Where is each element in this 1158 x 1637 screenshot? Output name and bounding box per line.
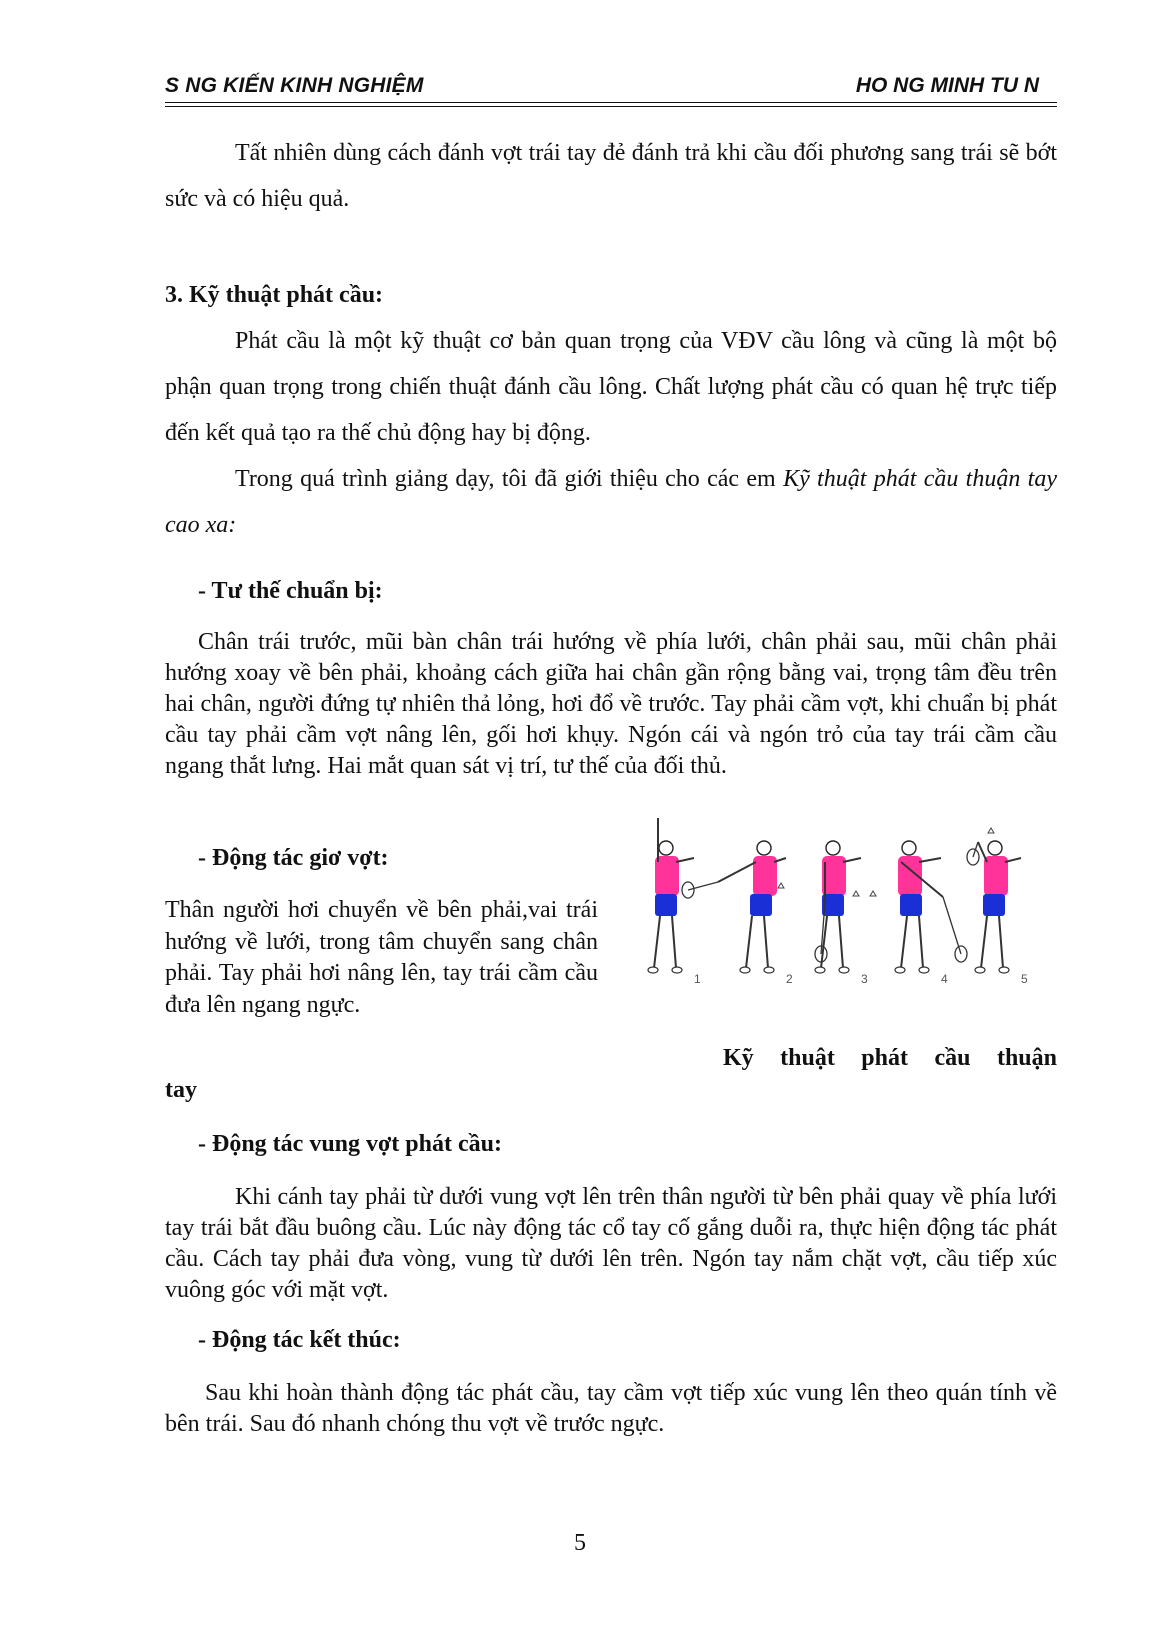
player-5-shirt	[984, 856, 1008, 896]
player-4-right-leg	[919, 916, 923, 968]
player-1-shorts	[655, 894, 677, 916]
frame-label-5: 5	[1021, 972, 1028, 986]
player-3-left-foot	[815, 967, 825, 973]
player-5-head	[988, 841, 1002, 855]
swing-serve-heading: - Động tác vung vợt phát cầu:	[198, 1131, 502, 1157]
intro-paragraph: Tất nhiên dùng cách đánh vợt trái tay đẻ đánh trả khi cầu đối phương sang trái sẽ bớt sức và có hiệu quả.	[165, 140, 1057, 212]
player-4-racket-handle	[943, 897, 961, 954]
frame-label-1: 1	[694, 972, 701, 986]
ready-posture-paragraph: Chân trái trước, mũi bàn chân trái hướng về phía lưới, chân phải sau, mũi chân phải hướng xoay về bên phải, khoảng cách giữa hai chân gần rộng bằng vai, trọng tâm đều trên hai chân, người đứng tự nhiên thả lỏng, hơi đổ về trước. Tay phải cầm vợt, khi chuẩn bị phát cầu tay phải cầm vợt nâng lên, gối hơi khụy. Ngón cái và ngón trỏ của tay trái cầm cầu ngang thắt lưng. Hai mắt quan sát vị trí, tư thế của đối thủ.	[165, 629, 1057, 779]
player-4-left-leg	[901, 916, 907, 968]
player-5-left-leg	[981, 916, 987, 968]
player-5-left-foot	[975, 967, 985, 973]
header-title-left: S NG KIẾN KINH NGHIỆM	[165, 74, 424, 97]
player-5-right-foot	[999, 967, 1009, 973]
player-2-shirt	[753, 856, 777, 896]
player-4-head	[902, 841, 916, 855]
player-2-shorts	[750, 894, 772, 916]
header-author-right: HO NG MINH TU N	[855, 74, 1039, 97]
racket-raise-paragraph: Thân người hơi chuyển về bên phải,vai trái hướng về lưới, trong tâm chuyển sang chân phải. Tay phải hơi nâng lên, tay trái cầm cầu đưa lên ngang ngực.	[165, 897, 598, 1018]
player-5-shorts	[983, 894, 1005, 916]
player-4-free-arm	[919, 858, 941, 862]
frame-label-4: 4	[941, 972, 948, 986]
player-4-right-foot	[919, 967, 929, 973]
page-number: 5	[574, 1530, 586, 1556]
player-2-head	[757, 841, 771, 855]
player-3-right-leg	[839, 916, 843, 968]
finish-heading: - Động tác kết thúc:	[198, 1327, 401, 1353]
teaching-intro-text: Trong quá trình giảng dạy, tôi đã giới thiệu cho các em	[235, 466, 784, 492]
figure-caption: Kỹ thuật phát cầu thuận tay	[165, 1045, 1057, 1103]
page-header	[165, 74, 1057, 104]
section-3-paragraph: Phát cầu là một kỹ thuật cơ bản quan trọng của VĐV cầu lông và cũng là một bộ phận quan trọng trong chiến thuật đánh cầu lông. Chất lượng phát cầu có quan hệ trực tiếp đến kết quả tạo ra thế chủ động hay bị động.	[165, 328, 1057, 446]
frame-label-2: 2	[786, 972, 793, 986]
player-1-left-foot	[648, 967, 658, 973]
teaching-paragraph	[165, 456, 1057, 548]
player-2-left-foot	[740, 967, 750, 973]
swing-serve-paragraph: Khi cánh tay phải từ dưới vung vợt lên trên thân người từ bên phải quay về phía lưới tay trái bắt đầu buông cầu. Lúc này động tác cổ tay cố gắng duỗi ra, thực hiện động tác phát cầu. Cách tay phải đưa vòng, vung từ dưới lên trên. Ngón tay nắm chặt vợt, cầu tiếp xúc vuông góc với mặt vợt.	[165, 1184, 1057, 1303]
player-2-left-leg	[746, 916, 752, 968]
player-1-left-leg	[654, 916, 660, 968]
player-5-right-leg	[999, 916, 1003, 968]
player-4-left-foot	[895, 967, 905, 973]
player-4-shorts	[900, 894, 922, 916]
player-2-shuttlecock	[778, 883, 784, 888]
player-1-right-leg	[672, 916, 676, 968]
player-2-racket-arm	[718, 862, 756, 882]
player-3-shuttlecock	[853, 891, 859, 896]
player-3-right-foot	[839, 967, 849, 973]
serve-sequence-illustration	[628, 818, 1053, 1026]
player-2-right-leg	[764, 916, 768, 968]
header-rule	[165, 102, 1057, 103]
teaching-technique-text: Kỹ thuật phát cầu thuận tay cao xa:	[165, 466, 1057, 538]
player-4-shuttlecock	[870, 891, 876, 896]
player-5-shuttlecock	[988, 828, 994, 833]
serve-technique-figure	[628, 818, 1053, 1026]
player-3-head	[826, 841, 840, 855]
racket-raise-heading: - Động tác giơ vợt:	[198, 845, 389, 871]
ready-posture-heading: - Tư thế chuẩn bị:	[198, 578, 383, 604]
player-1-head	[659, 841, 673, 855]
finish-paragraph: Sau khi hoàn thành động tác phát cầu, tay cầm vợt tiếp xúc vung lên theo quán tính về bên trái. Sau đó nhanh chóng thu vợt về trước ngực.	[165, 1380, 1057, 1437]
player-2-right-foot	[764, 967, 774, 973]
frame-label-3: 3	[861, 972, 868, 986]
header-rule-thin	[165, 106, 1057, 107]
section-3-heading: 3. Kỹ thuật phát cầu:	[165, 282, 384, 308]
player-1-right-foot	[672, 967, 682, 973]
